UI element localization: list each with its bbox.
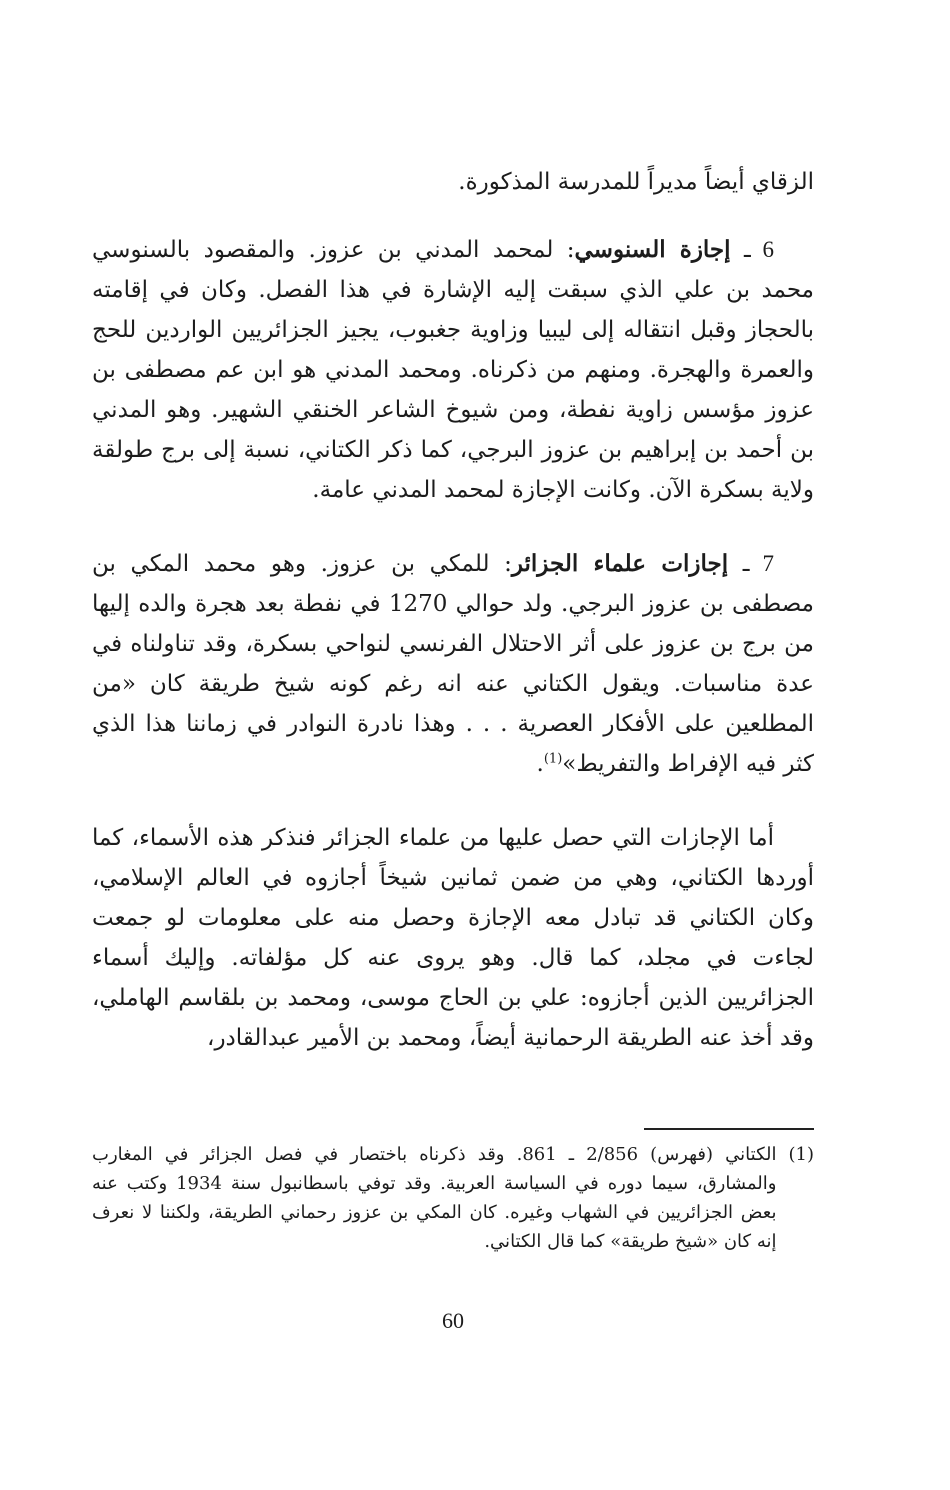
item-number: 7 ـ	[742, 551, 775, 576]
book-page	[92, 0, 814, 1490]
item-text: : لمحمد المدني بن عزوز. والمقصود بالسنوسي محمد بن علي الذي سبقت إليه الإشارة في هذا الفصل. وكان في إقامته بالحجاز وقبل انتقاله إلى ليبيا وزاوية جغبوب، يجيز الجزائريين الواردين للحج والعمرة والهجرة. ومنهم من ذكرناه. ومحمد المدني هو ابن عم مصطفى بن عزوز مؤسس زاوية نفطة، ومن شيوخ الشاعر الخنقي الشهير. وهو المدني بن أحمد بن إبراهيم بن عزوز البرجي، كما ذكر الكتاني، نسبة إلى برج طولقة ولاية بسكرة الآن. وكانت الإجازة لمحمد المدني عامة.	[92, 237, 814, 503]
main-text	[92, 162, 814, 1092]
paragraph-item-6	[92, 230, 814, 510]
footnote-text: الكتاني (فهرس) 2/856 ـ 861. وقد ذكرناه باختصار في فصل الجزائر في المغارب والمشارق، سيما دوره في السياسة العربية. وقد توفي باسطانبول سنة 1934 وكتب عنه بعض الجزائريين في الشهاب وغيره. كان المكي بن عزوز رحماني الطريقة، ولكننا لا نعرف إنه كان «شيخ طريقة» كما قال الكتاني.	[92, 1144, 777, 1252]
paragraph-continuation: الزقاي أيضاً مديراً للمدرسة المذكورة.	[458, 169, 814, 195]
item-heading: إجازة السنوسي	[574, 236, 731, 263]
item-text-end: .	[536, 751, 544, 777]
paragraph-item-7	[92, 544, 814, 784]
paragraph-ijazat: أما الإجازات التي حصل عليها من علماء الجزائر فنذكر هذه الأسماء، كما أوردها الكتاني، وهي من ضمن ثمانين شيخاً أجازوه في العالم الإسلامي، وكان الكتاني قد تبادل معه الإجازة وحصل منه على معلومات لو جمعت لجاءت في مجلد، كما قال. وهو يروى عنه كل مؤلفاته. وإليك أسماء الجزائريين الذين أجازوه: علي بن الحاج موسى، ومحمد بن بلقاسم الهاملي، وقد أخذ عنه الطريقة الرحمانية أيضاً، ومحمد بن الأمير عبدالقادر،	[92, 825, 814, 1051]
footnote	[92, 1140, 814, 1256]
footnote-marker: (1)	[788, 1144, 814, 1165]
footnote-reference[interactable]: (1)	[543, 751, 563, 767]
item-heading: إجازات علماء الجزائر	[511, 550, 729, 577]
footnote-separator	[644, 1128, 814, 1130]
page-number: 60	[442, 1308, 464, 1333]
item-number: 6 ـ	[743, 237, 775, 262]
item-text: : للمكي بن عزوز. وهو محمد المكي بن مصطفى بن عزوز البرجي. ولد حوالي 1270 في نفطة بعد هجرة والده إليها من برج بن عزوز على أثر الاحتلال الفرنسي لنواحي بسكرة، وقد تناولناه في عدة مناسبات. ويقول الكتاني عنه انه رغم كونه شيخ طريقة كان «من المطلعين على الأفكار العصرية . . . وهذا نادرة النوادر في زماننا هذا الذي كثر فيه الإفراط والتفريط»	[92, 551, 814, 777]
